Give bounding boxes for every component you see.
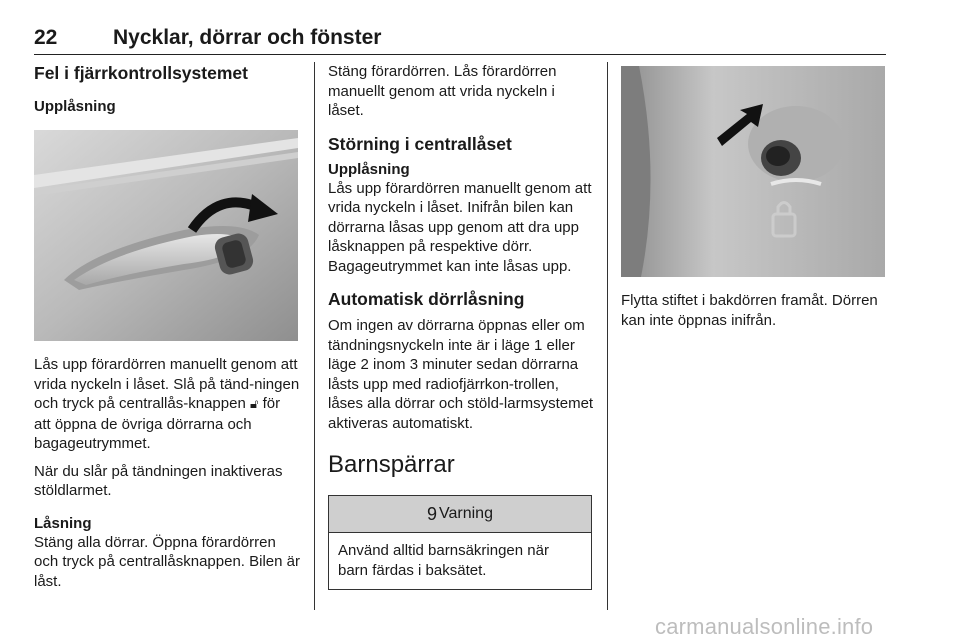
column-right bbox=[621, 62, 887, 338]
paragraph-text: för att öppna de övriga dörrarna och bagageutrymmet. bbox=[34, 395, 281, 452]
paragraph: Om ingen av dörrarna öppnas eller om tändningsnyckeln inte är i läge 1 eller läge 2 inom 3 minuter sedan dörrarna låsts upp med radiofjärrkon-trollen, låses alla dörrar och stöld-larmsystemet aktiveras automatiskt. bbox=[328, 317, 594, 432]
column-left bbox=[34, 62, 300, 599]
warning-box bbox=[328, 495, 592, 590]
paragraph: Lås upp förardörren manuellt genom att vrida nyckeln i låset. Inifrån bilen kan dörrarna låsas upp genom att dra upp låsknappen på respektive dörr. Bagageutrymmet kan inte låsas upp. bbox=[328, 179, 592, 275]
warning-text: Använd alltid barnsäkringen när barn färdas i baksätet. bbox=[338, 542, 549, 579]
section-title: Fel i fjärrkontrollsystemet bbox=[34, 63, 248, 83]
section-title: Automatisk dörrlåsning bbox=[328, 289, 525, 309]
column-middle bbox=[328, 62, 594, 590]
door-handle-image bbox=[34, 130, 298, 341]
child-lock-image bbox=[621, 66, 885, 277]
warning-icon: 9 bbox=[427, 503, 438, 524]
paragraph: När du slår på tändningen inaktiveras stöldlarmet. bbox=[34, 462, 283, 499]
watermark-text: carmanualsonline.info bbox=[655, 614, 874, 639]
subheading-locking: Låsning bbox=[34, 514, 92, 532]
lock-icon: 🔓︎ bbox=[249, 397, 259, 412]
warning-title: Varning bbox=[439, 505, 493, 522]
paragraph: Stäng förardörren. Lås förardörren manuellt genom att vrida nyckeln i låset. bbox=[328, 63, 557, 119]
subheading-unlocking: Upplåsning bbox=[34, 98, 116, 115]
page-number: 22 bbox=[34, 26, 58, 49]
chapter-heading: Barnspärrar bbox=[328, 451, 455, 478]
page-header bbox=[34, 26, 886, 55]
subheading-unlocking: Upplåsning bbox=[328, 160, 410, 178]
door-handle-illustration bbox=[34, 130, 298, 341]
caption: Flytta stiftet i bakdörren framåt. Dörren kan inte öppnas inifrån. bbox=[621, 292, 878, 329]
paragraph-text: Lås upp förardörren manuellt genom att vrida nyckeln i låset. Slå på tänd-ningen och tryck på centrallås-knappen bbox=[34, 356, 300, 412]
page-title: Nycklar, dörrar och fönster bbox=[113, 26, 382, 49]
paragraph bbox=[34, 355, 300, 454]
warning-header bbox=[329, 496, 591, 533]
section-title: Störning i centrallåset bbox=[328, 133, 512, 154]
child-lock-illustration bbox=[621, 66, 885, 277]
column-divider bbox=[314, 62, 315, 610]
column-divider bbox=[607, 62, 608, 610]
paragraph: Stäng alla dörrar. Öppna förardörren och tryck på centrallåsknappen. Bilen är låst. bbox=[34, 533, 300, 590]
